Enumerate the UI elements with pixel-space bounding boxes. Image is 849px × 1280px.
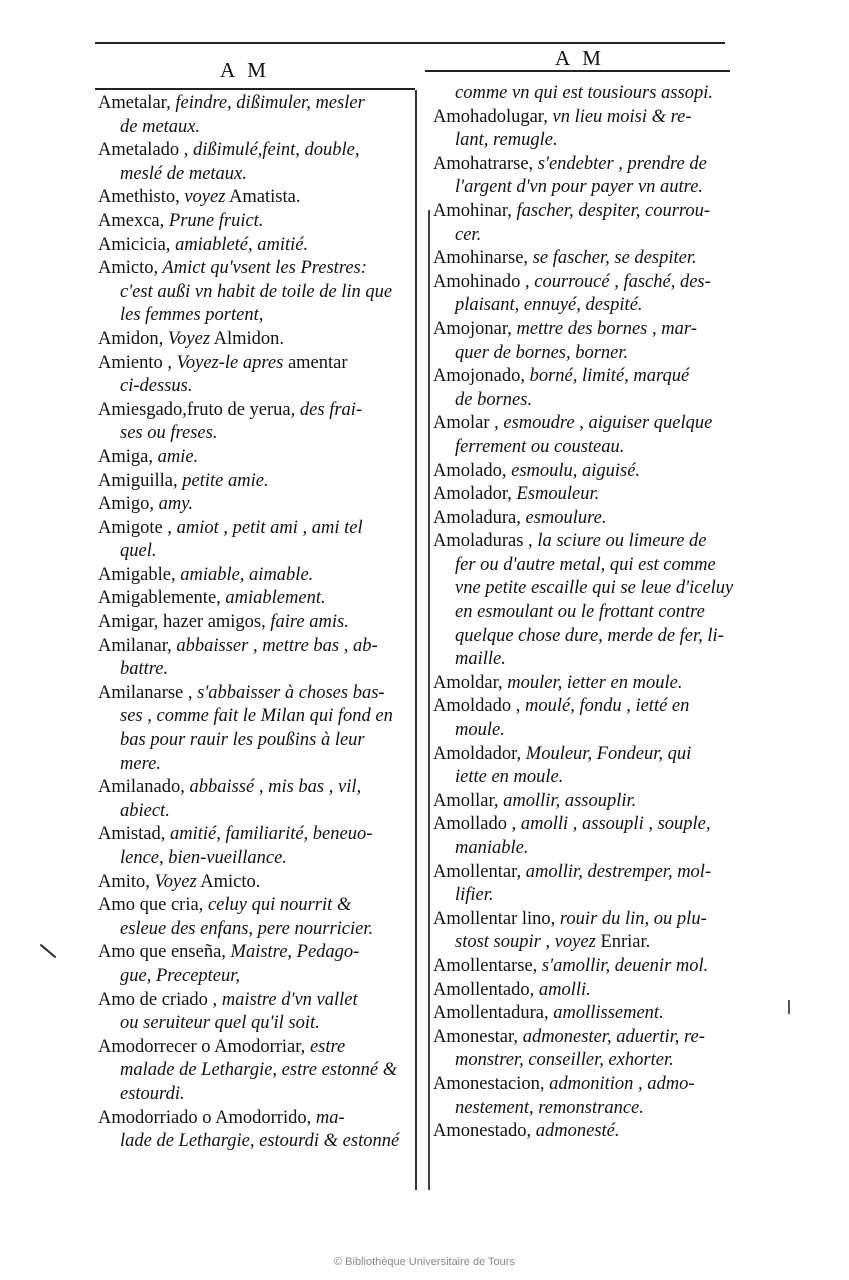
- dictionary-entry: [98, 611, 408, 635]
- dictionary-entry: [98, 517, 408, 564]
- dictionary-entry: [433, 861, 738, 908]
- entry-crossref: Enriar.: [595, 932, 651, 953]
- dictionary-entry: [433, 365, 738, 412]
- dictionary-entry: [98, 635, 408, 682]
- entry-definition: maistre d'vn vallet: [217, 989, 358, 1010]
- entry-definition: moulé, fondu , ietté en: [520, 696, 690, 717]
- dictionary-entry: [433, 530, 738, 672]
- entry-headword: Amollentar,: [433, 861, 522, 882]
- entry-continuation: [433, 931, 738, 955]
- entry-headword: Amilanar,: [98, 635, 172, 656]
- dictionary-entry: [98, 186, 408, 210]
- entry-definition-cont: fer ou d'autre metal, qui est comme vne petite escaille qui se leue d'iceluy en esmoulant ou le frottant contre quelque chose dure, merde de fer, li-maille.: [455, 554, 734, 670]
- dictionary-entry: [98, 352, 408, 399]
- entry-definition-cont: ci-dessus.: [120, 376, 193, 397]
- entry-definition: amollissement.: [548, 1003, 664, 1024]
- dictionary-entry: [433, 507, 738, 531]
- entry-continuation: [433, 719, 738, 743]
- dictionary-entry: [98, 470, 408, 494]
- dictionary-entry: [98, 871, 408, 895]
- dictionary-entry: [98, 234, 408, 258]
- entry-continuation: [433, 294, 738, 318]
- entry-continuation: [98, 1012, 408, 1036]
- margin-mark: [788, 1000, 790, 1014]
- dictionary-entry: [433, 271, 738, 318]
- entry-continuation: [98, 658, 408, 682]
- entry-definition: amie.: [152, 446, 199, 467]
- entry-headword: Amollentado,: [433, 979, 535, 1000]
- entry-crossref: amentar: [283, 352, 348, 373]
- entry-headword: Amojonar,: [433, 318, 512, 339]
- dictionary-entry: [98, 1036, 408, 1107]
- entry-definition-cont: iette en moule.: [455, 767, 564, 788]
- dictionary-entry: [98, 139, 408, 186]
- entry-headword: Amodorrecer o Amodorriar,: [98, 1036, 306, 1057]
- dictionary-entry: [433, 318, 738, 365]
- entry-definition-cont: monstrer, conseiller, exhorter.: [455, 1050, 674, 1071]
- entry-definition: courroucé , fasché, des-: [529, 271, 711, 292]
- entry-definition: Voyez: [149, 871, 197, 892]
- right-column: [433, 82, 738, 1144]
- entry-definition: se fascher, se despiter.: [528, 248, 697, 269]
- dictionary-entry: [433, 153, 738, 200]
- entry-definition: borné, limité, marqué: [524, 366, 690, 387]
- entry-continuation: [98, 1130, 408, 1154]
- entry-definition: amollir, destremper, mol-: [521, 861, 712, 882]
- dictionary-entry: [433, 247, 738, 271]
- margin-mark: [40, 944, 57, 958]
- entry-headword: Ametalado ,: [98, 140, 189, 161]
- entry-definition: celuy qui nourrit &: [203, 895, 352, 916]
- dictionary-entry: [98, 587, 408, 611]
- entry-headword: Amohinado ,: [433, 271, 530, 292]
- entry-headword: Amigo,: [98, 494, 155, 515]
- entry-continuation: [98, 1059, 408, 1106]
- entry-continuation: [433, 436, 738, 460]
- dictionary-entry: [433, 1120, 738, 1144]
- entry-definition: s'amollir, deuenir mol.: [537, 955, 709, 976]
- dictionary-entry: [98, 210, 408, 234]
- entry-headword: Amiguilla,: [98, 470, 178, 491]
- dictionary-entry: [98, 941, 408, 988]
- entry-definition-cont: maniable.: [455, 838, 529, 858]
- entry-headword: Amohinarse,: [433, 248, 529, 269]
- entry-definition: Mouleur, Fondeur, qui: [521, 743, 692, 764]
- dictionary-entry: [433, 908, 738, 955]
- entry-headword: Amoldador,: [433, 743, 522, 764]
- entry-definition: mettre des bornes , mar-: [511, 318, 697, 339]
- dictionary-entry: [98, 989, 408, 1036]
- entry-headword: Amigote ,: [98, 517, 172, 538]
- entry-headword: Amoldar,: [433, 672, 503, 693]
- dictionary-entry: [433, 743, 738, 790]
- entry-crossref: Amicto.: [196, 871, 261, 892]
- dictionary-entry: [433, 790, 738, 814]
- right-header-rule: [425, 70, 730, 72]
- entry-definition-cont: plaisant, ennuyé, despité.: [455, 295, 643, 316]
- entry-continuation: [98, 116, 408, 140]
- entry-definition-cont: battre.: [120, 659, 169, 680]
- entry-definition: la sciure ou limeure de: [532, 531, 707, 552]
- entry-definition-cont: esleue des enfans, pere nourricier.: [120, 918, 374, 939]
- entry-definition: amiableté, amitié.: [170, 234, 309, 255]
- entry-headword: Amethisto,: [98, 187, 180, 208]
- entry-headword: Amo que enseña,: [98, 942, 226, 963]
- copyright-footer: © Bibliothèque Universitaire de Tours: [334, 1256, 515, 1268]
- entry-definition: rouir du lin, ou plu-: [555, 908, 707, 929]
- entry-headword: Amollentar lino,: [433, 908, 556, 929]
- entry-definition: s'abbaisser à choses bas-: [192, 682, 385, 703]
- entry-continuation: [98, 705, 408, 776]
- entry-headword: Amollado ,: [433, 814, 517, 835]
- dictionary-entry: [98, 446, 408, 470]
- entry-continuation: [433, 884, 738, 908]
- entry-headword: Amolar ,: [433, 413, 499, 434]
- entry-definition: dißimulé,feint, double,: [188, 140, 360, 161]
- entry-definition-cont: moule.: [455, 720, 505, 741]
- entry-definition: faire amis.: [265, 612, 349, 633]
- entry-definition-cont: lifier.: [455, 885, 494, 906]
- entry-definition: Esmouleur.: [511, 484, 600, 505]
- entry-definition-cont: de bornes.: [455, 389, 533, 410]
- entry-continuation: [98, 375, 408, 399]
- entry-continuation: [98, 163, 408, 187]
- column-divider-right: [428, 210, 430, 1190]
- dictionary-entry: [433, 106, 738, 153]
- entry-definition: admonesté.: [531, 1121, 620, 1142]
- entry-crossref: Almidon.: [210, 328, 285, 349]
- entry-definition-cont: meslé de metaux.: [120, 163, 247, 184]
- entry-definition: s'endebter , prendre de: [533, 153, 707, 174]
- entry-definition: mouler, ietter en moule.: [502, 672, 683, 693]
- entry-definition: admonition , admo-: [544, 1073, 695, 1094]
- dictionary-entry: [433, 483, 738, 507]
- entry-headword: Amoladuras ,: [433, 531, 533, 552]
- entry-continuation: [98, 540, 408, 564]
- entry-definition: Maistre, Pedago-: [225, 942, 360, 963]
- entry-definition: amiot , petit ami , ami tel: [172, 517, 363, 538]
- entry-definition-cont: stost soupir , voyez: [455, 932, 596, 953]
- entry-continuation: [98, 422, 408, 446]
- header-rule: [95, 42, 725, 44]
- entry-headword: Amo de criado ,: [98, 989, 218, 1010]
- entry-definition: petite amie.: [177, 470, 269, 491]
- running-head-right: A M: [555, 46, 605, 70]
- entry-definition: Amict qu'vsent les Prestres:: [158, 258, 367, 279]
- dictionary-entry: [433, 1002, 738, 1026]
- entry-headword: Amoldado ,: [433, 696, 521, 717]
- running-head-left: A M: [220, 58, 270, 82]
- entry-definition: ma-: [311, 1107, 345, 1128]
- entry-continuation: [98, 965, 408, 989]
- entry-definition: comme vn qui est tousiours assopi.: [455, 83, 713, 103]
- entry-definition: des frai-: [295, 399, 363, 420]
- entry-definition: amolli.: [534, 979, 591, 1000]
- entry-definition: amolli , assoupli , souple,: [516, 814, 711, 835]
- entry-headword: Amilanado,: [98, 777, 185, 798]
- entry-headword: Amigar, hazer amigos,: [98, 612, 266, 633]
- entry-continuation: [433, 224, 738, 248]
- entry-continuation: [98, 847, 408, 871]
- entry-definition-cont: quel.: [120, 541, 157, 562]
- dictionary-entry: [433, 979, 738, 1003]
- entry-headword: Amonestado,: [433, 1121, 532, 1142]
- column-divider: [415, 90, 417, 1190]
- dictionary-entry: [98, 399, 408, 446]
- entry-definition-cont: lence, bien-vueillance.: [120, 848, 287, 868]
- entry-continuation: [433, 1049, 738, 1073]
- dictionary-entry: [98, 92, 408, 139]
- entry-definition-cont: ses , comme fait le Milan qui fond en bas pour rauir les poußins à leur mere.: [120, 706, 393, 774]
- entry-headword: Amito,: [98, 871, 150, 892]
- entry-definition: abbaisser , mettre bas , ab-: [171, 635, 378, 656]
- entry-continuation: [433, 342, 738, 366]
- dictionary-entry: [433, 200, 738, 247]
- entry-headword: Amiento ,: [98, 352, 172, 373]
- dictionary-entry: [433, 82, 738, 106]
- entry-headword: Amexca,: [98, 210, 165, 231]
- entry-continuation: [98, 800, 408, 824]
- entry-continuation: [98, 918, 408, 942]
- entry-headword: Amollar,: [433, 790, 499, 811]
- entry-definition: amiablement.: [220, 588, 326, 609]
- dictionary-entry: [433, 813, 738, 860]
- entry-definition: amollir, assouplir.: [498, 790, 637, 811]
- entry-headword: Amolador,: [433, 484, 512, 505]
- entry-definition: vn lieu moisi & re-: [547, 106, 692, 127]
- entry-headword: Amojonado,: [433, 366, 525, 387]
- entry-headword: Amicto,: [98, 258, 159, 279]
- entry-headword: Amohadolugar,: [433, 106, 548, 127]
- entry-definition-cont: cer.: [455, 224, 482, 245]
- entry-headword: Amiga,: [98, 446, 153, 467]
- entry-definition-cont: lant, remugle.: [455, 130, 558, 151]
- left-column: [98, 92, 408, 1154]
- entry-definition: feindre, dißimuler, mesler: [170, 93, 365, 113]
- entry-definition-cont: quer de bornes, borner.: [455, 342, 629, 363]
- entry-continuation: [98, 281, 408, 328]
- entry-definition: Voyez-le apres: [172, 352, 284, 373]
- dictionary-entry: [98, 776, 408, 823]
- entry-headword: Amohatrarse,: [433, 153, 534, 174]
- entry-definition-cont: ferrement ou cousteau.: [455, 436, 625, 457]
- dictionary-entry: [433, 460, 738, 484]
- entry-headword: Amodorriado o Amodorrido,: [98, 1107, 312, 1128]
- entry-headword: Amonestar,: [433, 1026, 519, 1047]
- entry-definition: abbaissé , mis bas , vil,: [184, 777, 362, 798]
- entry-definition: amiable, aimable.: [175, 564, 314, 585]
- entry-continuation: [433, 766, 738, 790]
- entry-continuation: [433, 176, 738, 200]
- dictionary-entry: [433, 1026, 738, 1073]
- entry-continuation: [433, 389, 738, 413]
- dictionary-entry: [98, 493, 408, 517]
- entry-definition-cont: c'est außi vn habit de toile de lin que les femmes portent,: [120, 281, 393, 326]
- dictionary-entry: [98, 1107, 408, 1154]
- dictionary-entry: [98, 328, 408, 352]
- entry-headword: Amiesgado,fruto de yerua,: [98, 399, 296, 420]
- entry-headword: Amistad,: [98, 824, 166, 845]
- dictionary-entry: [98, 894, 408, 941]
- entry-headword: Amicicia,: [98, 234, 171, 255]
- entry-headword: Amonestacion,: [433, 1073, 545, 1094]
- entry-definition: admonester, aduertir, re-: [518, 1026, 705, 1047]
- entry-definition-cont: nestement, remonstrance.: [455, 1097, 644, 1118]
- entry-headword: Amo que cria,: [98, 895, 204, 916]
- entry-definition-cont: ou seruiteur quel qu'il soit.: [120, 1013, 320, 1034]
- entry-continuation: [433, 837, 738, 861]
- dictionary-entry: [98, 257, 408, 328]
- dictionary-entry: [98, 564, 408, 588]
- entry-headword: Amollentadura,: [433, 1003, 549, 1024]
- entry-headword: Amollentarse,: [433, 955, 538, 976]
- entry-definition-cont: ses ou freses.: [120, 423, 218, 444]
- entry-headword: Amoladura,: [433, 507, 521, 528]
- entry-headword: Amolado,: [433, 460, 507, 481]
- entry-definition: voyez: [179, 187, 226, 208]
- entry-definition: Prune fruict.: [164, 210, 264, 231]
- entry-continuation: [433, 129, 738, 153]
- dictionary-entry: [433, 1073, 738, 1120]
- entry-headword: Amohinar,: [433, 200, 512, 221]
- entry-headword: Ametalar,: [98, 93, 171, 113]
- dictionary-entry: [433, 412, 738, 459]
- entry-definition: esmoulure.: [520, 507, 607, 528]
- entry-definition: amy.: [154, 494, 194, 515]
- entry-definition-cont: de metaux.: [120, 116, 201, 137]
- dictionary-entry: [433, 672, 738, 696]
- entry-definition: amitié, familiarité, beneuo-: [165, 824, 373, 845]
- entry-definition-cont: lade de Lethargie, estourdi & estonné: [120, 1131, 400, 1152]
- dictionary-entry: [433, 955, 738, 979]
- dictionary-entry: [433, 695, 738, 742]
- entry-headword: Amilanarse ,: [98, 682, 193, 703]
- entry-crossref: Amatista.: [225, 187, 301, 208]
- entry-definition-cont: gue, Precepteur,: [120, 965, 241, 986]
- entry-continuation: [433, 554, 738, 672]
- entry-definition-cont: abiect.: [120, 800, 170, 821]
- entry-definition-cont: l'argent d'vn pour payer vn autre.: [455, 177, 704, 198]
- entry-definition: esmoudre , aiguiser quelque: [498, 413, 713, 434]
- entry-headword: Amidon,: [98, 328, 164, 349]
- entry-definition: fascher, despiter, courrou-: [511, 200, 711, 221]
- entry-definition-cont: malade de Lethargie, estre estonné & estourdi.: [120, 1060, 398, 1104]
- dictionary-entry: [98, 823, 408, 870]
- dictionary-entry: [98, 682, 408, 776]
- entry-headword: Amigable,: [98, 564, 176, 585]
- entry-definition: estre: [305, 1036, 346, 1057]
- entry-definition: esmoulu, aiguisé.: [506, 460, 641, 481]
- entry-continuation: [433, 1097, 738, 1121]
- left-header-rule: [95, 88, 415, 90]
- entry-definition: Voyez: [163, 328, 211, 349]
- entry-headword: Amigablemente,: [98, 588, 221, 609]
